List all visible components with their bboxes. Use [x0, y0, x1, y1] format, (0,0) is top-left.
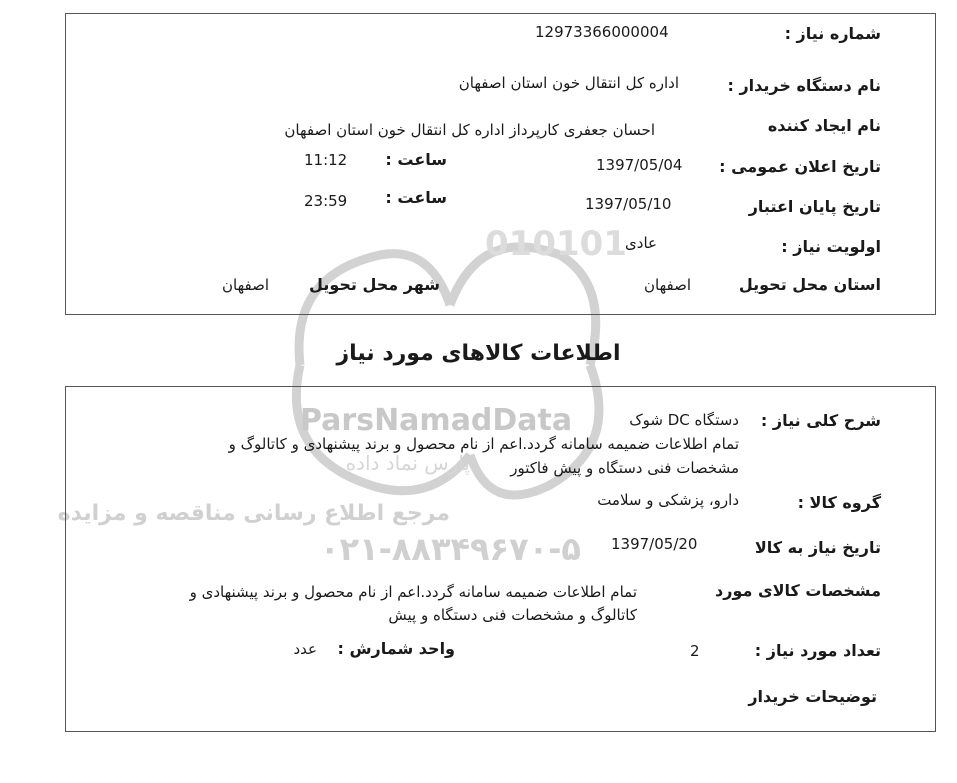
watermark-subtitle: مرجع اطلاع رسانی مناقصه و مزایده — [57, 501, 450, 526]
deadline-date-value: 1397/05/10 — [585, 195, 672, 213]
delivery-province-value: اصفهان — [644, 276, 691, 294]
buyer-notes-label: توضیحات خریدار — [748, 687, 877, 706]
creator-value: احسان جعفری کارپرداز اداره کل انتقال خون استان اصفهان — [284, 121, 655, 139]
need-date-value: 1397/05/20 — [611, 535, 698, 553]
goods-specs-label: مشخصات کالای مورد — [715, 581, 881, 600]
watermark-brand: ParsNamadData — [300, 403, 573, 438]
buyer-org-value: اداره کل انتقال خون استان اصفهان — [458, 74, 679, 92]
quantity-label: تعداد مورد نیاز : — [754, 641, 881, 660]
watermark-digits: 010101 — [485, 224, 627, 264]
delivery-province-label: استان محل تحویل — [738, 275, 881, 294]
delivery-city-label: شهر محل تحویل — [309, 275, 440, 294]
need-number-label: شماره نیاز : — [784, 24, 881, 43]
announce-time-value: 11:12 — [304, 151, 348, 169]
unit-value: عدد — [293, 640, 317, 658]
creator-label: نام ایجاد کننده — [767, 116, 881, 135]
goods-specs-line-2: کاتالوگ و مشخصات فنی دستگاه و پیش — [388, 606, 637, 624]
announce-date-value: 1397/05/04 — [596, 156, 683, 174]
watermark-phone: ۰۲۱-۸۸۳۴۹۶۷۰-۵ — [320, 530, 581, 568]
quantity-value: 2 — [690, 642, 700, 660]
description-label: شرح کلی نیاز : — [760, 411, 881, 430]
announce-time-label: ساعت : — [385, 150, 447, 169]
need-date-label: تاریخ نیاز به کالا — [754, 538, 881, 557]
priority-label: اولویت نیاز : — [781, 237, 881, 256]
watermark-tagline: پارس نماد داده — [345, 451, 470, 475]
description-line-2: تمام اطلاعات ضمیمه سامانه گردد.اعم از نام محصول و برند پیشنهادی و کاتالوگ و — [228, 435, 739, 453]
deadline-time-value: 23:59 — [304, 192, 348, 210]
goods-specs-line-1: تمام اطلاعات ضمیمه سامانه گردد.اعم از نام محصول و برند پیشنهادی و — [189, 583, 637, 601]
description-line-3: مشخصات فنی دستگاه و پیش فاکتور — [510, 459, 739, 477]
goods-group-label: گروه کالا : — [797, 493, 881, 512]
buyer-org-label: نام دستگاه خریدار : — [727, 76, 881, 95]
deadline-label: تاریخ پایان اعتبار — [748, 197, 881, 216]
section-title: اطلاعات کالاهای مورد نیاز — [336, 341, 621, 366]
need-number-value: 12973366000004 — [535, 23, 669, 41]
deadline-time-label: ساعت : — [385, 188, 447, 207]
delivery-city-value: اصفهان — [222, 276, 269, 294]
goods-group-value: دارو، پزشکی و سلامت — [597, 491, 739, 509]
priority-value: عادی — [625, 234, 657, 252]
description-line-1: دستگاه DC شوک — [629, 411, 739, 429]
unit-label: واحد شمارش : — [337, 639, 455, 658]
announce-date-label: تاریخ اعلان عمومی : — [719, 157, 881, 176]
